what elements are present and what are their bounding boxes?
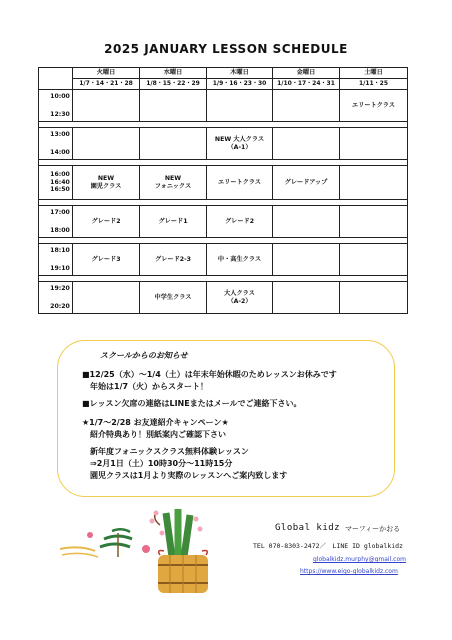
notice-line: 園児クラスは1月より実際のレッスンへご案内致します (82, 471, 288, 480)
time-label: 20:20 (50, 302, 70, 310)
notice-line: ★1/7～2/28 お友達紹介キャンペーン★ (82, 418, 229, 427)
time-label: 13:00 (50, 130, 70, 138)
time-block-row (39, 206, 408, 238)
class-cell (273, 244, 340, 276)
class-cell: NEW フォニックス (140, 166, 207, 200)
day-dates: 1/8・15・22・29 (140, 79, 207, 90)
day-header: 金曜日 (273, 68, 340, 79)
time-label: 14:00 (50, 148, 70, 156)
time-cell (39, 90, 73, 122)
class-cell (340, 166, 408, 200)
class-cell: NEW 大人クラス （A-1） (207, 128, 273, 160)
class-cell (340, 128, 408, 160)
class-cell: NEW 園児クラス (73, 166, 140, 200)
pine-icon (100, 529, 132, 557)
notice-line: ⇒2月1日（土）10時30分～11時15分 (82, 459, 233, 468)
contact-info: TEL 070-8303-2472／ LINE ID globalkidz (253, 542, 403, 550)
time-label: 19:10 (50, 264, 70, 272)
page-title: 2025 JANUARY LESSON SCHEDULE (104, 42, 348, 56)
time-label: 18:10 (50, 246, 70, 254)
time-label: 17:00 (50, 208, 70, 216)
day-header: 水曜日 (140, 68, 207, 79)
time-cell (39, 166, 73, 200)
class-cell (340, 282, 408, 314)
class-cell (207, 90, 273, 122)
class-cell (273, 90, 340, 122)
class-cell: グレードアップ (273, 166, 340, 200)
day-header: 火曜日 (73, 68, 140, 79)
time-cell (39, 244, 73, 276)
time-cell (39, 128, 73, 160)
time-label: 16:50 (50, 186, 70, 194)
email-link[interactable]: globalkidz.murphy@gmail.com (313, 556, 406, 563)
notice-line: 紹介特典あり！別紙案内ご確認下さい (82, 430, 226, 439)
time-block-row (39, 282, 408, 314)
class-cell (273, 206, 340, 238)
day-dates: 1/9・16・23・30 (207, 79, 273, 90)
corner-cell (39, 68, 73, 90)
owner-name: マーフィーかおる (345, 525, 401, 533)
notice-heading: スクールからのお知らせ (100, 351, 188, 360)
class-cell (73, 128, 140, 160)
notice-line: 年始は1/7（火）からスタート！ (82, 382, 209, 391)
class-cell (140, 128, 207, 160)
time-cell (39, 282, 73, 314)
day-dates: 1/11・25 (340, 79, 408, 90)
class-cell (340, 206, 408, 238)
time-block-row (39, 90, 408, 122)
class-cell: グレード2 (207, 206, 273, 238)
kadomatsu-decoration-icon (60, 505, 230, 600)
class-cell: エリートクラス (340, 90, 408, 122)
barrel-icon (158, 555, 208, 593)
day-header: 土曜日 (340, 68, 408, 79)
time-block-row (39, 244, 408, 276)
time-cell (39, 206, 73, 238)
class-cell (273, 282, 340, 314)
class-cell (73, 282, 140, 314)
class-cell: グレード3 (73, 244, 140, 276)
class-cell: グレード2-3 (140, 244, 207, 276)
notice-line: ■レッスン欠席の連絡はLINEまたはメールでご連絡下さい。 (82, 399, 302, 408)
notice-line: ■12/25（水）～1/4（土）は年末年始休暇のためレッスンお休みです (82, 370, 337, 379)
day-dates: 1/10・17・24・31 (273, 79, 340, 90)
class-cell (140, 90, 207, 122)
brand-name: Global kidz (275, 523, 341, 533)
notice-box (57, 340, 395, 497)
class-cell (340, 244, 408, 276)
schedule-table (38, 67, 408, 314)
class-cell: グレード1 (140, 206, 207, 238)
time-label: 19:20 (50, 284, 70, 292)
time-block-row (39, 166, 408, 200)
time-label: 16:00 (50, 170, 70, 178)
day-dates: 1/7・14・21・28 (73, 79, 140, 90)
time-label: 10:00 (50, 92, 70, 100)
class-cell (273, 128, 340, 160)
day-header: 木曜日 (207, 68, 273, 79)
time-label: 16:40 (50, 178, 70, 186)
class-cell: エリートクラス (207, 166, 273, 200)
time-label: 12:30 (50, 110, 70, 118)
class-cell: グレード2 (73, 206, 140, 238)
notice-line: 新年度フォニックスクラス無料体験レッスン (82, 447, 249, 456)
time-label: 18:00 (50, 226, 70, 234)
plum-flower-icon (142, 545, 150, 553)
class-cell: 中学生クラス (140, 282, 207, 314)
website-link[interactable]: https://www.eigo-globalkidz.com (300, 568, 398, 575)
time-block-row (39, 128, 408, 160)
class-cell (73, 90, 140, 122)
bamboo-icon (166, 509, 190, 557)
class-cell: 大人クラス （A-2） (207, 282, 273, 314)
class-cell: 中・高生クラス (207, 244, 273, 276)
